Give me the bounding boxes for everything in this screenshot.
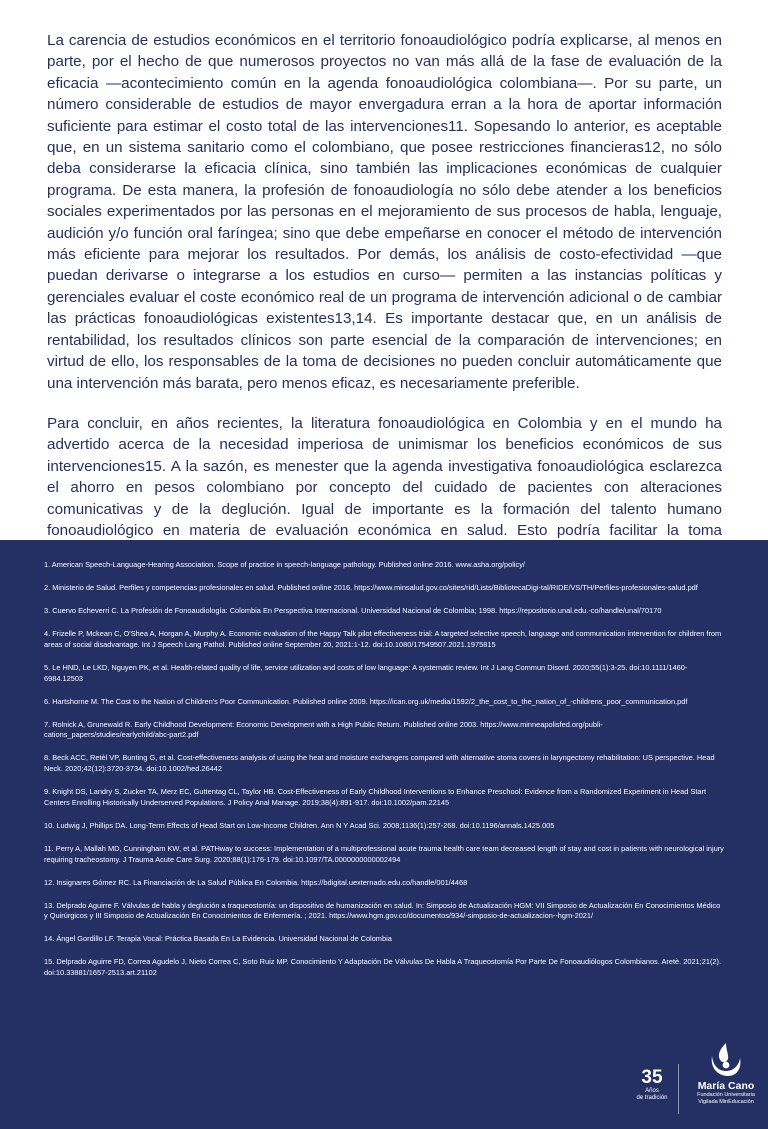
reference-item: 11. Perry A, Mallah MD, Cunningham KW, et al. PATHway to success: Implementation of a multiprofessional acute trauma health care team decreased length of stay and cost in patients with neurological injury requiring tracheostomy. J Trauma Acute Care Surg. 2020;88(1):176-179. doi:10.1097/TA.0000000000002494	[44, 843, 724, 864]
reference-item: 3. Cuervo Echeverri C. La Profesión de Fonoaudiología: Colombia En Perspectiva Internacional. Universidad Nacional de Colombia; 1998. https://repositorio.unal.edu.-co/handle/unal/70170	[44, 606, 662, 616]
main-body-text	[47, 30, 722, 603]
reference-item: 7. Rolnick A, Grunewald R. Early Childhood Development: Economic Development with a High Public Return. Published online 2003. https://www.minneapolisfed.org/publi-cations_papers/studies/earlychild/abc-part2.pdf	[44, 719, 603, 740]
institution-sub: Fundación Universitaria	[697, 1092, 755, 1098]
institution-name: María Cano	[697, 1080, 755, 1092]
anniversary-sub: de tradición	[636, 1095, 668, 1101]
paragraph: La carencia de estudios económicos en el territorio fonoaudiológico podría explicarse, al menos en parte, por el hecho de que numerosos proyectos no van más allá de la fase de evaluación de la eficacia —acontecimiento común en la agenda fonoaudiológica colombiana—. Por su parte, un número considerable de estudios de mayor envergadura erran a la hora de aportar información suficiente para estimar el costo total de las intervenciones11. Sopesando lo anterior, es aceptable que, en un sistema sanitario como el colombiano, que posee restricciones financieras12, no sólo deba considerarse la eficacia clínica, sino también las implicaciones económicas de cualquier programa. De esta manera, la profesión de fonoaudiología no sólo debe atender a los beneficios sociales experimentados por las personas en el mejoramiento de sus procesos de habla, lenguaje, audición y/o función oral faríngea; sino que debe empeñarse en conocer el método de intervención más eficiente para mejorar los resultados. Por demás, los análisis de costo-efectividad —que puedan derivarse o integrarse a los estudios en curso— permiten a las instancias políticas y gerenciales evaluar el coste económico real de un programa de intervención adicional o de cambiar las prácticas fonoaudiológicas existentes13,14. Es importante destacar que, en un análisis de rentabilidad, los resultados clínicos son parte esencial de la comparación de intervenciones; en virtud de ello, los responsables de la toma de decisiones no pueden concluir automáticamente que una intervención más barata, pero menos eficaz, es necesariamente preferible.	[47, 32, 722, 392]
reference-item: 4. Frizelle P, Mckean C, O'Shea A, Horgan A, Murphy A. Economic evaluation of the Happy Talk pilot effectiveness trial: A targeted selective speech, language and communication intervention for children from areas of social disadvantage. Int J Speech Lang Pathol. Published online September 20, 2021:1-12. doi:10.1080/17549507.2021.1975815	[44, 629, 722, 649]
paragraph: Para concluir, en años recientes, la literatura fonoaudiológica en Colombia y en el mundo ha advertido acerca de la necesidad imperiosa de unimismar los beneficios económicos de sus intervenciones15. A la sazón, es menester que la agenda investigativa fonoaudiológica esclarezca el ahorro en pesos colombiano por concepto del cuidado de pacientes con alteraciones comunicativas y de la deglución. Igual de importante es la formación del talento humano fonoaudiológico en materia de evaluación económica en salud. Esto podría facilitar la toma	[47, 414, 722, 539]
reference-item: 1. American Speech-Language-Hearing Association. Scope of practice in speech-language pathology. Published online 2016. www.asha.org/policy/	[44, 560, 525, 569]
logo-divider	[678, 1064, 679, 1114]
references-section	[0, 540, 768, 1129]
institution-emblem-icon	[706, 1040, 746, 1080]
anniversary-number: 35	[641, 1067, 663, 1088]
reference-item: 13. Delprado Aguirre F. Válvulas de habla y deglución a traqueostomía: un dispositivo de humanización en salud. In: Simposio de Actualización HGM: VII Simposio de Actualización En Conocimientos Médico y Quirúrgicos y III Simposio de Actualización En Conocimientos de Enfermería. ; 2021. https://www.hgm.gov.co/documentos/934/-simposio-de-actualizacion--hgm-2021/	[44, 900, 721, 921]
reference-item: 2. Ministerio de Salud. Perfiles y competencias profesionales en salud. Published online 2016. https://www.minsalud.gov.co/sites/rid/Lists/BibliotecaDigi-tal/RIDE/VS/TH/Perfiles-profesionales-salud.pdf	[44, 583, 698, 593]
reference-item: 12. Insignares Gómez RC. La Financiación de La Salud Pública En Colombia. https://bdigital.uexternado.edu.co/handle/001/4468	[44, 877, 468, 887]
reference-item: 14. Ángel Gordillo LF. Terapia Vocal: Práctica Basada En La Evidencia. Universidad Nacional de Colombia	[44, 934, 392, 944]
reference-list	[44, 560, 724, 991]
institution-tag: Vigilada MinEducación	[698, 1098, 754, 1105]
reference-item: 9. Knight DS, Landry S, Zucker TA, Merz EC, Guttentag CL, Taylor HB. Cost-Effectiveness of Early Childhood Interventions to Enhance Preschool: Evidence from a Randomized Experiment in Head Start Centers Enrolling Historically Underserved Populations. J Policy Anal Manage. 2019;38(4):891-917. doi:10.1002/pam.22145	[44, 787, 707, 807]
reference-item: 15. Delprado Aguirre FD, Correa Agudelo J, Nieto Correa C, Soto Ruiz MP. Conocimiento Y Adaptación De Válvulas De Habla A Traqueostomía Por Parte De Fonoaudiólogos Colombianos. Aretè. 2021;21(2). doi:10.33881/1657-2513.art.21102	[44, 957, 722, 978]
reference-item: 8. Beck ACC, Retèl VP, Bunting G, et al. Cost-effectiveness analysis of using the heat and moisture exchangers compared with alternative stoma covers in laryngectomy rehabilitation: US perspective. Head Neck. 2020;42(12):3720-3734. doi:10.1002/hed.26442	[44, 753, 715, 774]
institution-logo	[684, 1040, 768, 1126]
anniversary-logo	[635, 1068, 669, 1104]
anniversary-text: Años	[645, 1088, 659, 1094]
reference-item: 10. Ludwig J, Phillips DA. Long-Term Effects of Head Start on Low-Income Children. Ann N Y Acad Sci. 2008;1136(1):257-268. doi:10.1196/annals.1425.005	[44, 820, 555, 830]
reference-item: 5. Le HND, Le LKD, Nguyen PK, et al. Health-related quality of life, service utilization and costs of low language: A systematic review. Int J Lang Commun Disord. 2020;55(1):3-25. doi:10.1111/1460-6984.12503	[44, 662, 688, 683]
reference-item: 6. Hartshorne M. The Cost to the Nation of Children's Poor Communication. Published online 2009. https://ican.org.uk/media/1592/2_the_cost_to_the_nation_of_-childrens_poor_communication.pdf	[44, 696, 688, 706]
